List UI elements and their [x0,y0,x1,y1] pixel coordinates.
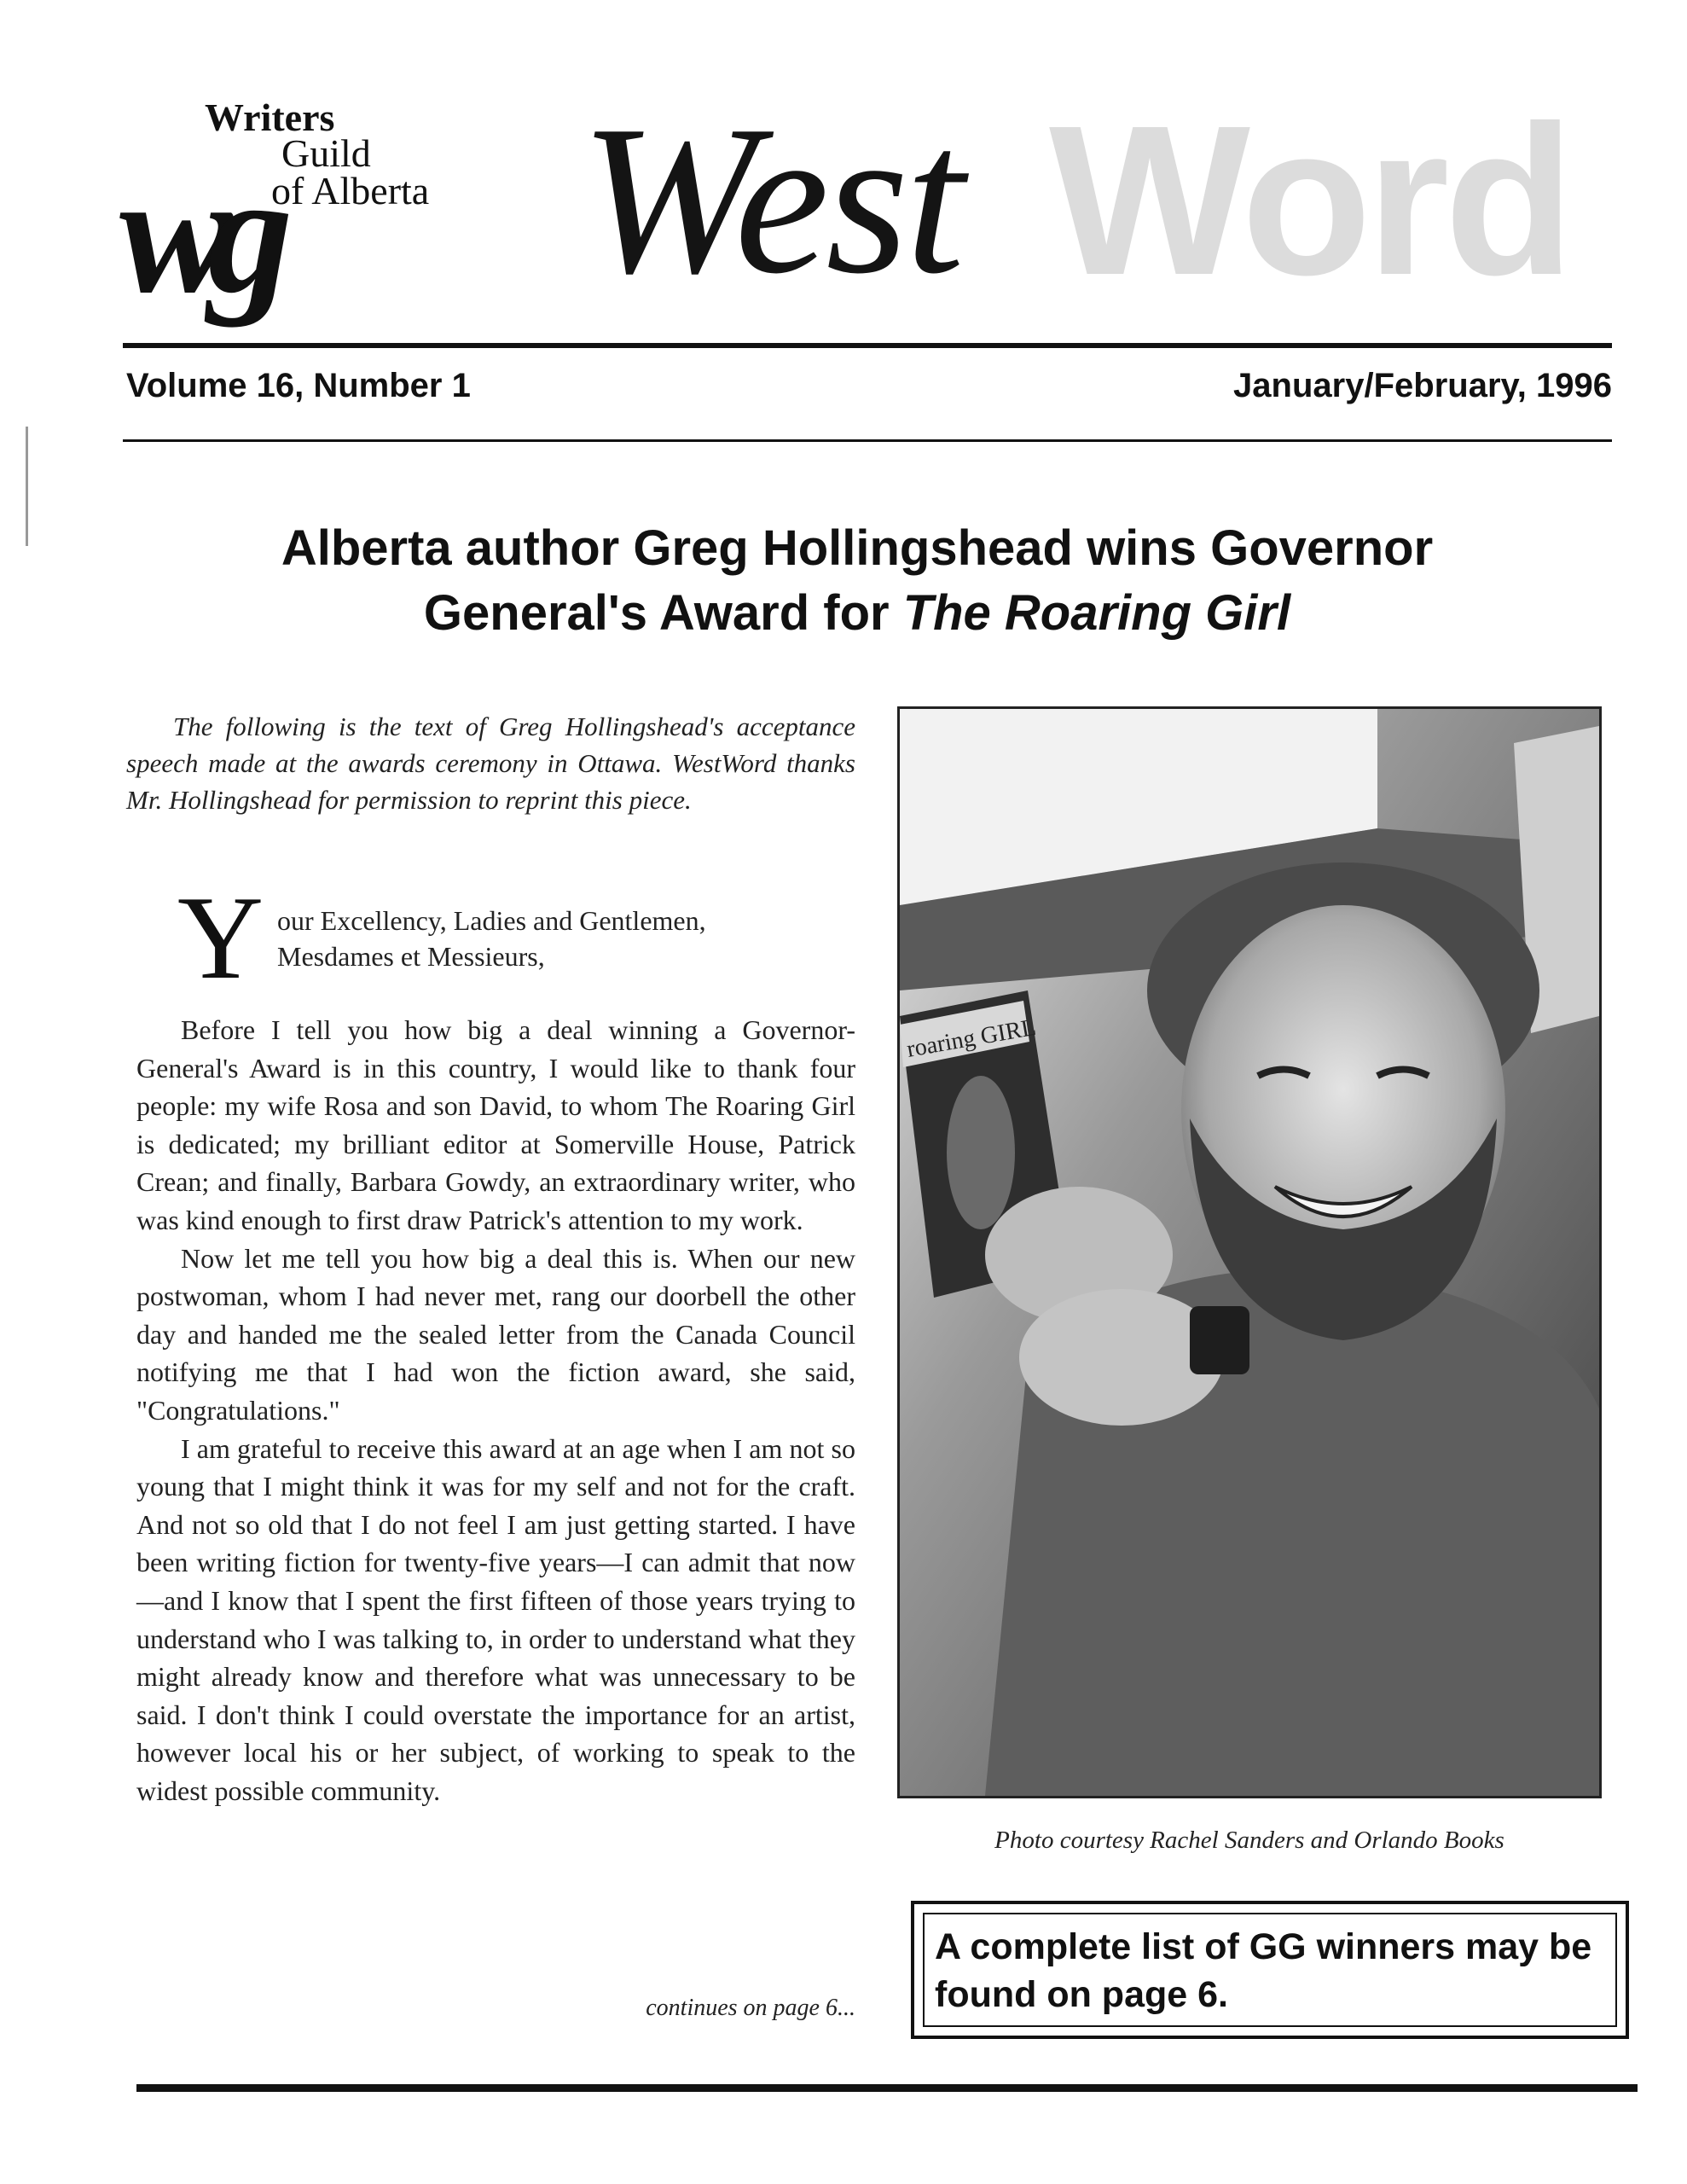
headline-line-2-prefix: General's Award for [423,585,903,641]
article-intro: The following is the text of Greg Hollingshead's acceptance speech made at the awards ceremony in Ottawa. WestWord thanks Mr. Hollingshead for permission to reprint this piece. [126,712,855,815]
article-paragraph: I am grateful to receive this award at an age when I am not so young that I might think it was for my self and not for the craft. And not so old that I do not feel I am just getting started. I have been writing fiction for twenty-five years—I can admit that now—and I know that I spent the first fifteen of those years trying to understand who I was talking to, in order to understand what they might already know and therefore what was unnecessary to be said. I don't think I could overstate the importance for an artist, however local his or her subject, of working to speak to the widest possible community. [136,1432,855,1806]
issue-volume: Volume 16, Number 1 [126,367,471,404]
logo-monogram: wg [119,140,268,328]
drop-cap: Y [177,872,264,1004]
article-body [136,1011,855,1809]
author-photo [897,706,1602,1798]
salutation-line-1: our Excellency, Ladies and Gentlemen, [277,905,706,936]
gg-winners-notice [911,1901,1629,2039]
salutation [277,903,857,974]
writers-guild-logo [119,96,486,328]
photo-caption: Photo courtesy Rachel Sanders and Orlando Books [994,1827,1504,1854]
article-paragraph: Before I tell you how big a deal winning a Governor-General's Award is in this country, I would like to thank four people: my wife Rosa and son David, to whom The Roaring Girl is dedicated; my brilliant editor at Somerville House, Patrick Crean; and finally, Barbara Gowdy, an extraordinary writer, who was kind enough to first draw Patrick's attention to my work. [136,1014,855,1235]
issue-date: January/February, 1996 [1233,367,1612,404]
salutation-line-2: Mesdames et Messieurs, [277,941,545,972]
author-photo-illustration [900,709,1599,1796]
logo-text-of-alberta: of Alberta [271,169,430,212]
headline-book-title: The Roaring Girl [902,585,1291,641]
article-paragraph: Now let me tell you how big a deal this is. When our new postwoman, whom I had never met, rang our doorbell the other day and handed me the sealed letter from the Canada Council notifying me that I had won the fiction award, she said, "Congratulations." [136,1242,855,1426]
headline-line-1: Alberta author Greg Hollingshead wins Governor [281,520,1434,576]
gg-winners-notice-text: A complete list of GG winners may be found on page 6. [923,1913,1617,2027]
article-headline [119,516,1595,646]
masthead-title-word: Word [1049,81,1570,319]
scan-edge-mark [26,427,28,546]
masthead-title-west: West [580,82,962,318]
masthead-rule-bottom [123,439,1612,442]
logo-text-guild: Guild [281,131,371,175]
masthead-rule-top [123,343,1612,348]
continued-note: continues on page 6... [646,1995,855,2021]
headline-line-2 [119,581,1595,646]
book-cover-title: roaring GIRL [904,1014,1039,1063]
logo-text-writers: Writers [205,96,335,139]
page-bottom-rule [136,2084,1638,2092]
